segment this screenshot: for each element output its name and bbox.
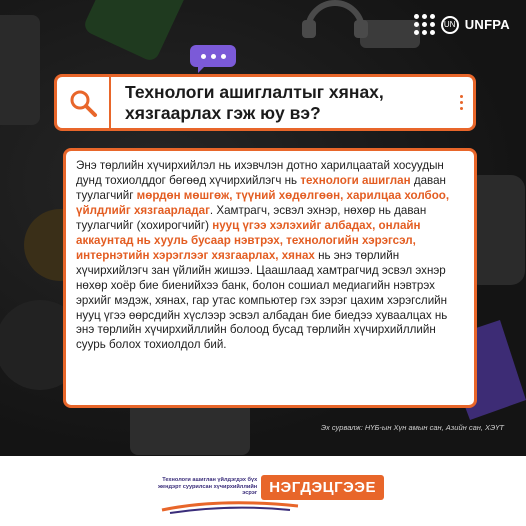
source-caption: Эх сурвалж: НҮБ-ын Хүн амын сан, Азийн сан, ХЭҮТ [320,423,504,432]
brand-name: UNFPA [464,17,510,32]
campaign-swoosh-icon [160,500,300,514]
unfpa-dots-icon [414,14,435,35]
body-card [63,148,477,408]
body-segment: . Хамтрагч, эсвэл эхнэр, нөхөр нь даван туулагчийг (хохирогчийг) [76,203,427,232]
campaign-banner [158,470,384,504]
magnifier-icon [57,77,111,128]
unfpa-logo [414,14,510,35]
body-segment: Энэ төрлийн хүчирхийлэл нь ихэвчлэн дотно харилцаатай хосуудын дунд тохиолддог бөгөөд хүчирхийлэгч нь [76,159,444,187]
un-emblem-icon: UN [441,16,459,34]
campaign-title: НЭГДЭЦГЭЭЕ [261,475,384,500]
body-segment: даван туулагчийг [76,173,446,202]
body-highlight: мөрдөн мөшгөж, түүний хөдөлгөөн, харилцаа холбоо, үйлдлийг хязгаарладаг [76,188,450,217]
body-highlight: нууц үгээ хэлэхийг албадах, онлайн аккаунтад нь хууль бусаар нэвтрэх, технологийн хэрэгсэл, интернэтийн хэрэглээг хязгаарлах, хянах [76,218,421,262]
kebab-menu-icon [449,95,473,110]
headphones-icon [300,0,370,40]
campaign-subtitle: Технологи ашиглан үйлдэгдэх бүх жендэрт суурилсан хүчирхийллийн эсрэг [158,477,258,497]
title-line-2: хязгаарлах гэж юу вэ? [125,102,321,123]
title-line-1: Технологи ашиглалтыг хянах, [125,81,384,102]
body-highlight: технологи ашиглан [300,173,411,187]
body-text [76,159,464,353]
body-segment: нь энэ төрлийн хүчирхийлэгч зан үйлийн жишээ. Цаашлаад хамтрагчид эсвэл эхнэр нөхөр хоёр бие биенийхээ банк, болон сошиал медиагийн нэвтрэх эрхийг мэдэж, хянах, гар утас компьютер гэх зэрэг цахим хэрэгслийн нууц үгээ өөрсдийн хүслээр эсвэл албадан бие биедээ хуваалцах нь энэ төрлийн хүчирхийллийн болоод бусад төрлийн хүчирхийллийн суурь болох тохиолдол бий. [76,248,448,352]
chat-bubble-icon [190,45,236,67]
page-title [111,82,449,124]
title-bar [54,74,476,131]
